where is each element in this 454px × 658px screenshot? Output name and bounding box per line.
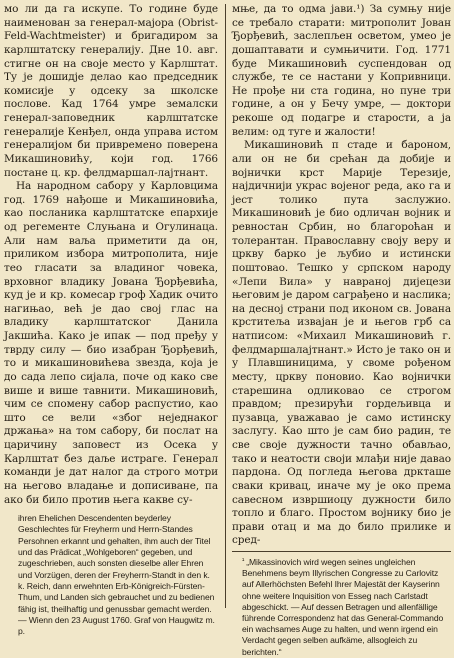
right-footnote — [232, 551, 451, 658]
right-column — [232, 3, 451, 658]
right-footnote-text: „Mikassinovich wird wegen seines ungleichen Benehmens beym Illyrischen Congresse zu Carlovitz auf Allerhöchsten Befehl Ihrer Majestät der Kayserinn ohne weitere Inquisition von Esseg nach Carlstadt abgeschickt. — Auf dessen Betragen und allenfällige führende Correspondenz hat das General-Commando ein wachsames Auge zu halten, und wenn irgend ein Verdacht gegen selben aufkäme, allsogleich zu berichten.“ — [242, 557, 444, 657]
left-column — [4, 3, 218, 637]
left-footnote: ihren Ehelichen Descendenten beyderley Geschlechtes für Freyherrn und Herrn-Standes Persohnen erkannt und gehalten, ihm auch der Titel und das Prädicat „Wohlgeboren“ gegeben, und zugeschrieben, auch sonsten dieselbe aller Ehren und Vorzügen, deren der Freyherrn-Standt in den k. k. Reich, dann erwehnten Erb-Königreich-Fürsten-Thum, und Landen sich gebrauchet und zu bedienen fähig ist, theilhaftig und genussbar gemacht werden. — Wienn den 23 August 1760. Graf von Haugwitz m. p. — [18, 513, 215, 637]
left-main-text — [4, 3, 218, 507]
right-paragraph-2: Микашиновић п стаде и бароном, али он не би срећан да добије и војнички крст Марије Терезије, најдичнији украс војеног реда, ако га и јест толико пута заслужио. Микашиновић је био одличан војник и ревностан Србин, но благороћан и толерантан. Православну своју веру и цркву барко је љубио и истински поштовао. Тешко у српском народу «Лепи Вила» у навраноj дијецези његовим је даром саграђено и наслика; на десној страни под иконом св. Јована крститеља изваjан је и његов грб са натписом: «Михаил Микашиновић г. фелдмаршалајтнант.» Исто је тако он и у Плавшиницима, у своме рођеном месту, цркву поновио. Као војнички старешина одликовао се строгом правдом; презирући гордељивца и пузавца, уважавао је само истинску заслугу. Као што је сам био радин, те све своје дужности тачно обављао, тако и неатости своји млађи није давао пардона. Од погледа његова дркташе сваки кривац, иначе му је око према савесном извршиоцу дужности било топло и благо. Простом војнику био је прави отац и ма до било прилике и сред- — [232, 139, 451, 547]
left-paragraph-2: На народном сабору у Карловцима год. 1769 нађоше и Микашиновића, као посланика карлштатске епархије од регементе Слуњана и Огулинаца. Али нам ваља приметити да он, приликом избора митрополита, није тео гласати за владиног човека, врховног владику Јована Ђорђевића, куд је и кр. комесар гроф Хадик очито нагињао, већ је дао свој глас на владику карлштатског Данила Јакшића. Како је ипак — под пређу у тврду силу — био изабран Ђорђевић, то и микашиновићева звезда, која је до сада лепо сијала, поче од како све више и више тавнити. Микашиновић, чим се спомену сабор распустио, као што се вели «због неједнаког држања» на том сабору, би послат на царичину заповест из Осека у Карлштат без даље истраге. Генерал команди је дат налог да строго мотри на његово владање и дописиване, па ако би било против њега какве су- — [4, 180, 218, 506]
footnote-mark: ¹ — [242, 558, 245, 565]
right-paragraph-1: мње, да то одма јави.¹) За сумњу није се требало старати: митрополит Јован Ђорђевић, заслепљен осветом, умео је дошаптавати и сумњичити. Год. 1771 буде Микашиновић суспендован од службе, те се настани у Копривници. Не прође ни ста година, но пуне три године, а он у Бечу умре, — доктори рекоше од подагре и старости, а ја велим: од туге и жалости! — [232, 3, 451, 138]
column-divider — [225, 4, 226, 608]
left-paragraph-1: мо ли да га искупе. То године буде наименован за генерал-мајора (Obrist-Feld-Wachtmeister) и бригадиром за карлштатску генералију. Дне 10. авг. стигне он на своје место у Карлштат. Ту је дошидје делао као председник комисије у одсеку за школске послове. Кад 1764 умре земалски генерал-заповедник карлштатске генералије Кенђел, онда управа истом генералијом би привремено поверена Микашиновићу, који год. 1766 постане ц. кр. фелдмаршал-лајтнант. — [4, 3, 218, 179]
right-main-text — [232, 3, 451, 548]
